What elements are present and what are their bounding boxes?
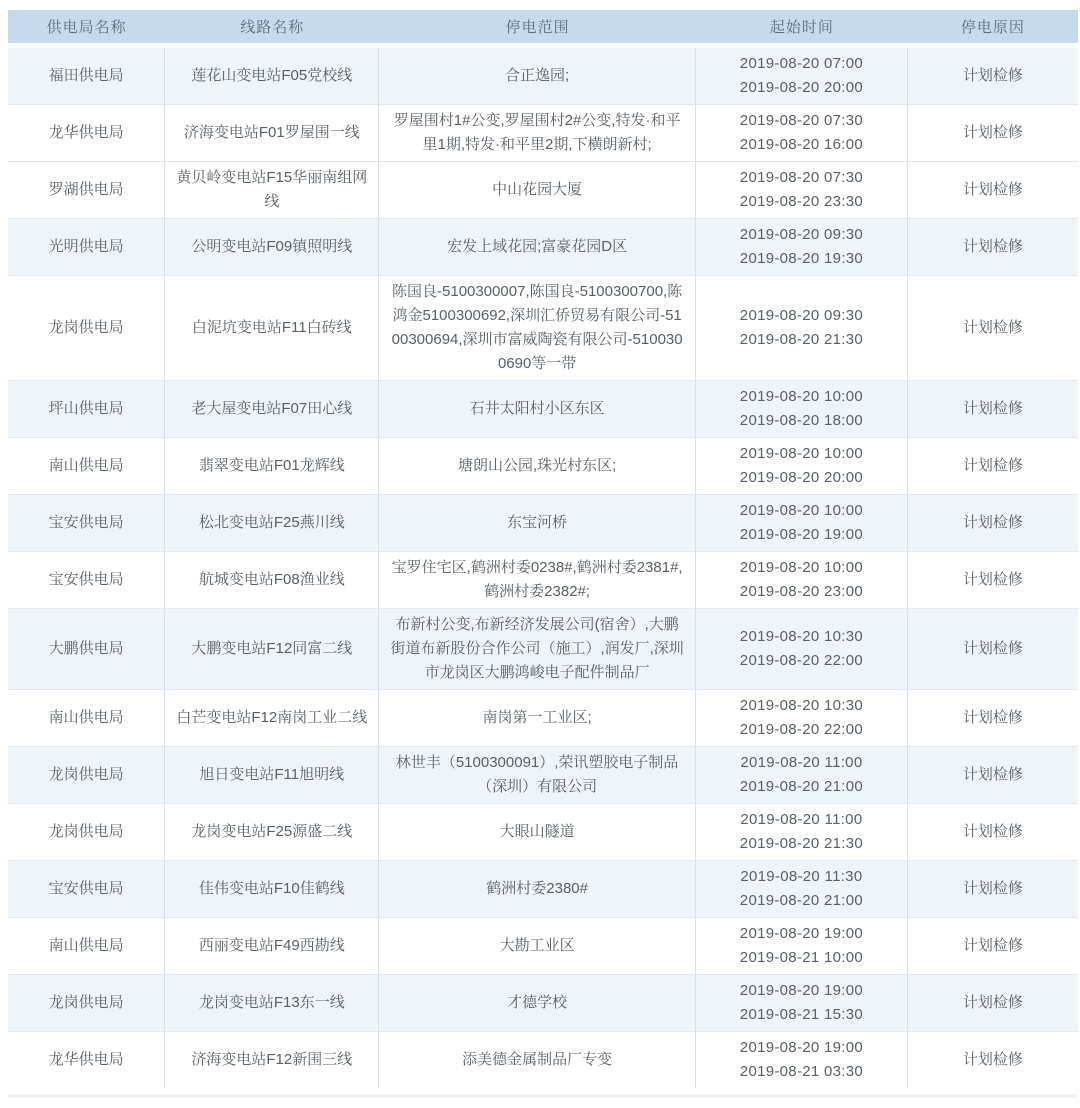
- bureau-cell: 龙华供电局: [8, 1031, 165, 1088]
- column-header-line: 线路名称: [165, 10, 379, 48]
- end-time: 2019-08-20 16:00: [739, 136, 864, 153]
- line-cell: 白芒变电站F12南岗工业二线: [165, 689, 379, 746]
- scope-cell: 罗屋围村1#公变,罗屋围村2#公变,特发·和平里1期,特发·和平里2期,下横朗新村;: [379, 104, 696, 161]
- time-cell: [696, 104, 908, 161]
- table-row: [8, 380, 1078, 437]
- line-cell: 翡翠变电站F01龙辉线: [165, 437, 379, 494]
- table-row: [8, 746, 1078, 803]
- time-cell: [696, 917, 908, 974]
- scope-cell: 添美德金属制品厂专变: [379, 1031, 696, 1088]
- end-time: 2019-08-20 21:00: [739, 892, 864, 909]
- scope-cell: 林世丰（5100300091）,荣讯塑胶电子制品（深圳）有限公司: [379, 746, 696, 803]
- line-cell: 白泥坑变电站F11白砖线: [165, 275, 379, 380]
- time-cell: [696, 218, 908, 275]
- column-header-start-time: 起始时间: [696, 10, 908, 48]
- time-cell: [696, 1031, 908, 1088]
- table-row: [8, 551, 1078, 608]
- start-time: 2019-08-20 10:00: [739, 559, 864, 576]
- table-row: [8, 860, 1078, 917]
- scope-cell: 布新村公变,布新经济发展公司(宿舍）,大鹏街道布新股份合作公司（施工）,润发厂,深圳市龙岗区大鹏鸿峻电子配件制品厂: [379, 608, 696, 689]
- scope-cell: 南岗第一工业区;: [379, 689, 696, 746]
- time-cell: [696, 380, 908, 437]
- reason-cell: 计划检修: [908, 974, 1078, 1031]
- start-time: 2019-08-20 09:30: [739, 307, 864, 324]
- line-cell: 公明变电站F09镇照明线: [165, 218, 379, 275]
- bureau-cell: 南山供电局: [8, 437, 165, 494]
- line-cell: 西丽变电站F49西勘线: [165, 917, 379, 974]
- scope-cell: 大眼山隧道: [379, 803, 696, 860]
- reason-cell: 计划检修: [908, 218, 1078, 275]
- line-cell: 济海变电站F12新围三线: [165, 1031, 379, 1088]
- table-row: [8, 161, 1078, 218]
- end-time: 2019-08-20 20:00: [739, 79, 864, 96]
- start-time: 2019-08-20 10:00: [739, 502, 864, 519]
- scope-cell: 中山花园大厦: [379, 161, 696, 218]
- table-row: [8, 689, 1078, 746]
- table-row: [8, 48, 1078, 104]
- start-time: 2019-08-20 10:30: [739, 628, 864, 645]
- reason-cell: 计划检修: [908, 104, 1078, 161]
- start-time: 2019-08-20 19:00: [739, 1039, 864, 1056]
- scope-cell: 鹤洲村委2380#: [379, 860, 696, 917]
- end-time: 2019-08-20 22:00: [739, 721, 864, 738]
- end-time: 2019-08-21 03:30: [739, 1063, 864, 1080]
- line-cell: 黄贝岭变电站F15华丽南组网线: [165, 161, 379, 218]
- line-cell: 龙岗变电站F13东一线: [165, 974, 379, 1031]
- reason-cell: 计划检修: [908, 803, 1078, 860]
- line-cell: 莲花山变电站F05党校线: [165, 48, 379, 104]
- reason-cell: 计划检修: [908, 746, 1078, 803]
- reason-cell: 计划检修: [908, 860, 1078, 917]
- start-time: 2019-08-20 19:00: [739, 925, 864, 942]
- time-cell: [696, 974, 908, 1031]
- bottom-divider: [8, 1094, 1078, 1098]
- reason-cell: 计划检修: [908, 689, 1078, 746]
- bureau-cell: 光明供电局: [8, 218, 165, 275]
- reason-cell: 计划检修: [908, 917, 1078, 974]
- table-row: [8, 1031, 1078, 1088]
- start-time: 2019-08-20 11:00: [740, 754, 863, 771]
- line-cell: 济海变电站F01罗屋围一线: [165, 104, 379, 161]
- start-time: 2019-08-20 07:30: [739, 169, 864, 186]
- scope-cell: 石井太阳村小区东区: [379, 380, 696, 437]
- start-time: 2019-08-20 10:00: [739, 388, 864, 405]
- column-header-reason: 停电原因: [908, 10, 1078, 48]
- time-cell: [696, 746, 908, 803]
- bureau-cell: 罗湖供电局: [8, 161, 165, 218]
- bureau-cell: 宝安供电局: [8, 551, 165, 608]
- scope-cell: 才德学校: [379, 974, 696, 1031]
- time-cell: [696, 551, 908, 608]
- time-cell: [696, 803, 908, 860]
- end-time: 2019-08-20 20:00: [739, 469, 864, 486]
- column-header-scope: 停电范围: [379, 10, 696, 48]
- table-row: [8, 494, 1078, 551]
- scope-cell: 大勘工业区: [379, 917, 696, 974]
- start-time: 2019-08-20 10:30: [739, 697, 864, 714]
- bureau-cell: 南山供电局: [8, 689, 165, 746]
- header-row: [8, 10, 1078, 48]
- line-cell: 老大屋变电站F07田心线: [165, 380, 379, 437]
- end-time: 2019-08-20 22:00: [739, 652, 864, 669]
- time-cell: [696, 275, 908, 380]
- line-cell: 松北变电站F25燕川线: [165, 494, 379, 551]
- start-time: 2019-08-20 11:00: [740, 811, 863, 828]
- start-time: 2019-08-20 07:30: [739, 112, 864, 129]
- bureau-cell: 宝安供电局: [8, 494, 165, 551]
- time-cell: [696, 494, 908, 551]
- reason-cell: 计划检修: [908, 275, 1078, 380]
- table-row: [8, 275, 1078, 380]
- start-time: 2019-08-20 11:30: [740, 868, 863, 885]
- bureau-cell: 福田供电局: [8, 48, 165, 104]
- scope-cell: 东宝河桥: [379, 494, 696, 551]
- scope-cell: 宏发上域花园;富豪花园D区: [379, 218, 696, 275]
- end-time: 2019-08-21 15:30: [739, 1006, 864, 1023]
- start-time: 2019-08-20 07:00: [739, 55, 864, 72]
- time-cell: [696, 161, 908, 218]
- bureau-cell: 龙岗供电局: [8, 275, 165, 380]
- bureau-cell: 龙华供电局: [8, 104, 165, 161]
- reason-cell: 计划检修: [908, 161, 1078, 218]
- end-time: 2019-08-20 19:30: [739, 250, 864, 267]
- end-time: 2019-08-20 21:00: [739, 778, 864, 795]
- column-header-bureau: 供电局名称: [8, 10, 165, 48]
- scope-cell: 宝罗住宅区,鹤洲村委0238#,鹤洲村委2381#,鹤洲村委2382#;: [379, 551, 696, 608]
- end-time: 2019-08-20 23:00: [739, 583, 864, 600]
- time-cell: [696, 689, 908, 746]
- time-cell: [696, 860, 908, 917]
- scope-cell: 合正逸园;: [379, 48, 696, 104]
- reason-cell: 计划检修: [908, 1031, 1078, 1088]
- time-cell: [696, 48, 908, 104]
- bureau-cell: 龙岗供电局: [8, 746, 165, 803]
- bureau-cell: 南山供电局: [8, 917, 165, 974]
- start-time: 2019-08-20 19:00: [739, 982, 864, 999]
- table-row: [8, 218, 1078, 275]
- bureau-cell: 坪山供电局: [8, 380, 165, 437]
- table-row: [8, 917, 1078, 974]
- reason-cell: 计划检修: [908, 48, 1078, 104]
- reason-cell: 计划检修: [908, 551, 1078, 608]
- end-time: 2019-08-20 21:30: [739, 835, 864, 852]
- table-row: [8, 437, 1078, 494]
- reason-cell: 计划检修: [908, 608, 1078, 689]
- end-time: 2019-08-20 21:30: [739, 331, 864, 348]
- bureau-cell: 龙岗供电局: [8, 974, 165, 1031]
- end-time: 2019-08-20 23:30: [739, 193, 864, 210]
- time-cell: [696, 608, 908, 689]
- reason-cell: 计划检修: [908, 437, 1078, 494]
- line-cell: 龙岗变电站F25源盛二线: [165, 803, 379, 860]
- table-row: [8, 608, 1078, 689]
- power-outage-table: [8, 10, 1078, 1088]
- bureau-cell: 宝安供电局: [8, 860, 165, 917]
- bureau-cell: 大鹏供电局: [8, 608, 165, 689]
- end-time: 2019-08-21 10:00: [739, 949, 864, 966]
- line-cell: 旭日变电站F11旭明线: [165, 746, 379, 803]
- reason-cell: 计划检修: [908, 494, 1078, 551]
- line-cell: 航城变电站F08渔业线: [165, 551, 379, 608]
- scope-cell: 陈国良-5100300007,陈国良-5100300700,陈鸿金5100300692,深圳汇侨贸易有限公司-5100300694,深圳市富威陶瓷有限公司-5100300690等一带: [379, 275, 696, 380]
- table-body: [8, 48, 1078, 1088]
- table-row: [8, 803, 1078, 860]
- scope-cell: 塘朗山公园,珠光村东区;: [379, 437, 696, 494]
- table-row: [8, 974, 1078, 1031]
- end-time: 2019-08-20 18:00: [739, 412, 864, 429]
- time-cell: [696, 437, 908, 494]
- reason-cell: 计划检修: [908, 380, 1078, 437]
- line-cell: 佳伟变电站F10佳鹤线: [165, 860, 379, 917]
- bureau-cell: 龙岗供电局: [8, 803, 165, 860]
- end-time: 2019-08-20 19:00: [739, 526, 864, 543]
- line-cell: 大鹏变电站F12同富二线: [165, 608, 379, 689]
- table-row: [8, 104, 1078, 161]
- start-time: 2019-08-20 10:00: [739, 445, 864, 462]
- start-time: 2019-08-20 09:30: [739, 226, 864, 243]
